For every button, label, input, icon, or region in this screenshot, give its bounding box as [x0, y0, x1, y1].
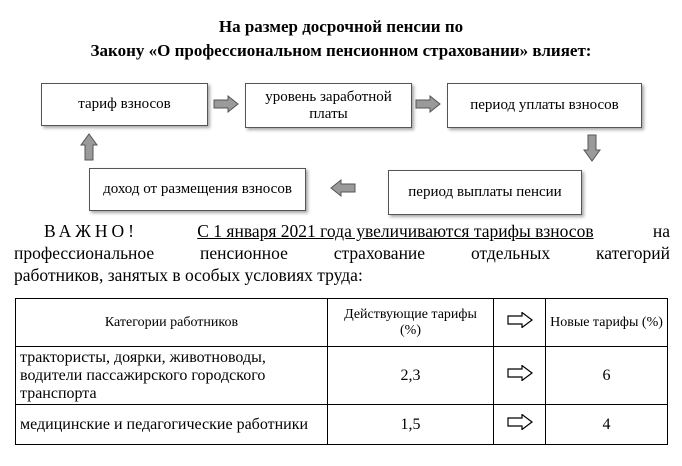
table-arrow-cell [494, 299, 546, 347]
row2-current: 1,5 [328, 405, 494, 445]
page-title-line1: На размер досрочной пенсии по [218, 17, 464, 36]
block-arrow-icon [330, 179, 356, 197]
row2-category: медицинские и педагогические работники [16, 405, 328, 445]
tariffs-table [15, 298, 668, 445]
flow-box-tariff-label: тариф взносов [78, 96, 171, 112]
table-arrow-cell [494, 405, 546, 445]
flow-box-salary [245, 83, 412, 128]
block-arrow-icon [80, 133, 98, 161]
block-arrow-icon [213, 95, 239, 113]
flow-box-income [89, 168, 306, 211]
right-arrow-icon [507, 365, 533, 381]
flow-box-pension-period-label: период выплаты пенсии [408, 184, 562, 200]
table-row [16, 405, 668, 445]
important-paragraph [14, 220, 670, 286]
table-row [16, 347, 668, 405]
flow-box-salary-label: уровень заработной платы [265, 88, 392, 122]
flow-box-pension-period [388, 170, 582, 215]
header-current-tariffs: Действующие тарифы (%) [328, 299, 494, 347]
row1-current: 2,3 [328, 347, 494, 405]
important-text-3: работников, занятых в особых условиях труда: [14, 265, 363, 285]
important-label: ВАЖНО! [44, 221, 138, 241]
block-arrow-icon [583, 134, 601, 162]
flow-box-income-label: доход от размещения взносов [103, 181, 292, 197]
flow-box-payment-period-label: период уплаты взносов [470, 97, 619, 113]
important-text-2: профессиональное пенсионное страхование отдельных категорий [14, 243, 670, 263]
row1-category: трактористы, доярки, животноводы, водители пассажирского городского транспорта [16, 347, 328, 405]
flow-box-payment-period [447, 83, 642, 128]
header-new-tariffs: Новые тарифы (%) [546, 299, 668, 347]
right-arrow-icon [507, 414, 533, 430]
right-arrow-icon [507, 312, 533, 328]
row2-new: 4 [546, 405, 668, 445]
flow-box-tariff [41, 83, 208, 126]
important-text-1: на [652, 221, 670, 241]
header-category: Категории работников [16, 299, 328, 347]
row1-new: 6 [546, 347, 668, 405]
table-header-row [16, 299, 668, 347]
page-title-line2: Закону «О профессиональном пенсионном страховании» влияет: [90, 41, 592, 60]
table-arrow-cell [494, 347, 546, 405]
block-arrow-icon [415, 95, 441, 113]
important-underlined-text: С 1 января 2021 года увеличиваются тарифы взносов [197, 221, 594, 241]
